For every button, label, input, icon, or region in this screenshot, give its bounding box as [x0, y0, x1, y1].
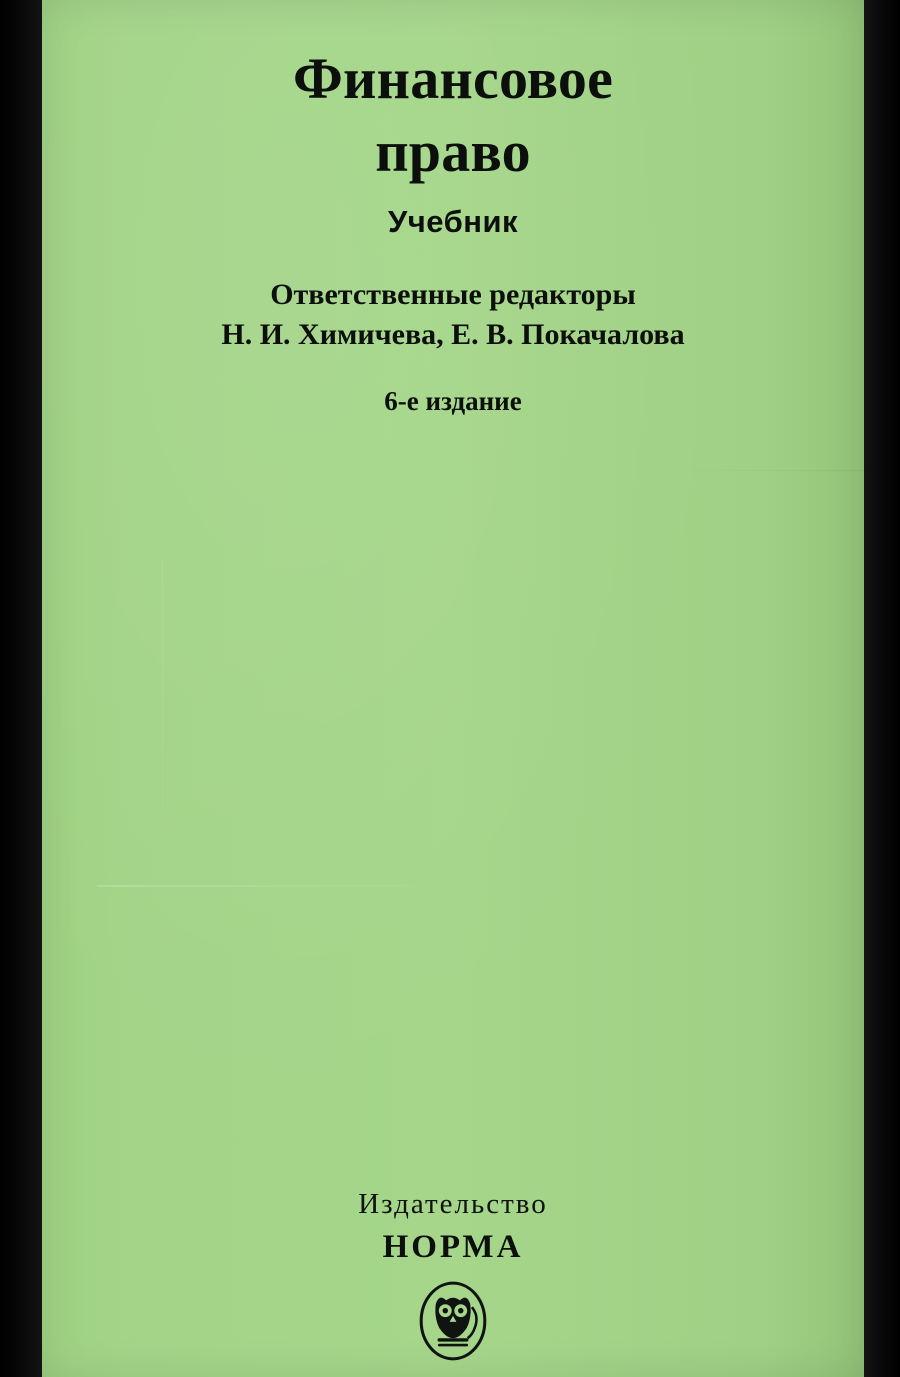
owl-logo-icon: [410, 1278, 496, 1364]
editors-names: Н. И. Химичева, Е. В. Покачалова: [221, 318, 685, 352]
editors-label: Ответственные редакторы: [270, 278, 636, 312]
publisher-word: Издательство: [358, 1188, 548, 1220]
edition-statement: 6-е издание: [384, 386, 522, 417]
publisher-block: [42, 1188, 864, 1266]
cover-content: [42, 0, 864, 1377]
book-title-line-1: Финансовое: [292, 46, 614, 111]
scan-edge-left: [0, 0, 42, 1377]
publisher-logo-wrap: [42, 1278, 864, 1364]
book-title: [42, 0, 864, 188]
cover-surface: [42, 0, 864, 1377]
scan-edge-right: [864, 0, 900, 1377]
book-title-line-2: право: [375, 119, 531, 185]
publisher-name: НОРМА: [382, 1229, 524, 1265]
book-subtitle: Учебник: [387, 204, 519, 240]
